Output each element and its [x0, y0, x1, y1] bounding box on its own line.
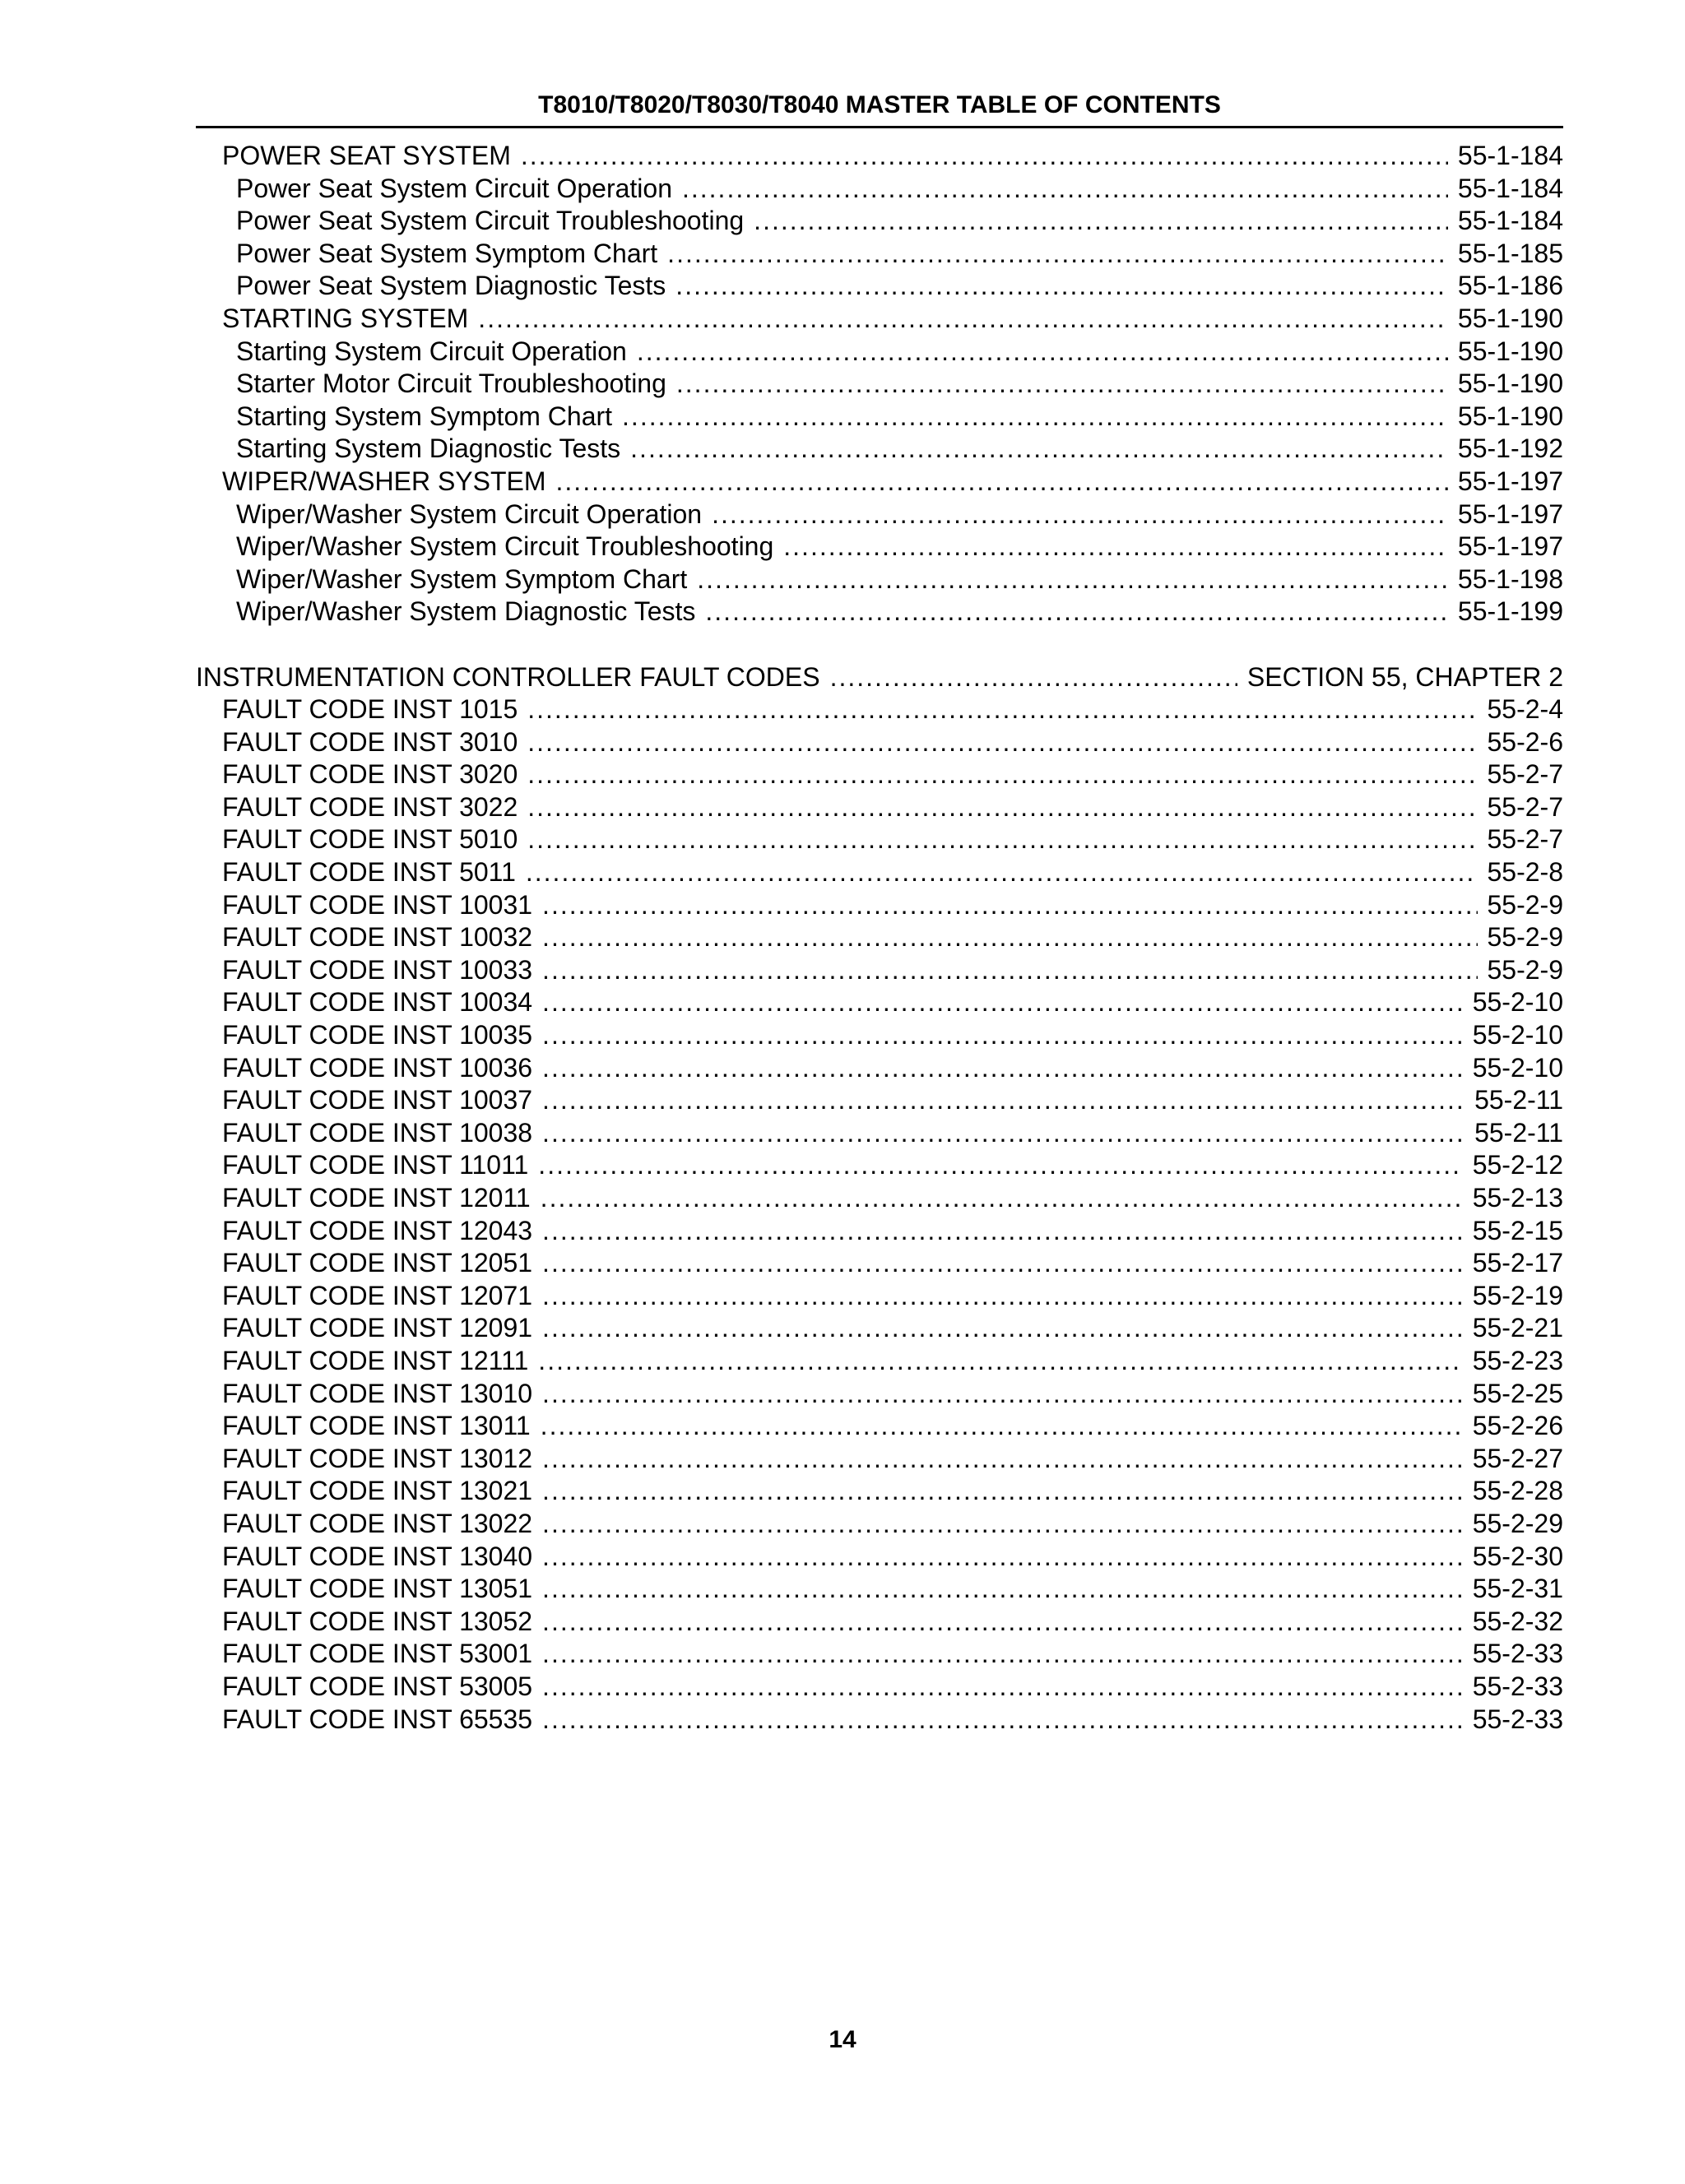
toc-entry-page: SECTION 55, CHAPTER 2	[1246, 661, 1563, 692]
toc-entry[interactable]	[196, 498, 1563, 531]
toc-entry[interactable]	[196, 1606, 1563, 1639]
toc-entry-page: 55-2-9	[1487, 922, 1563, 953]
dot-leader	[527, 726, 1477, 759]
dot-leader	[542, 986, 1463, 1019]
toc-entry-label: FAULT CODE INST 3022	[222, 791, 518, 822]
toc-entry[interactable]	[196, 368, 1563, 401]
toc-entry-label: FAULT CODE INST 10035	[222, 1020, 533, 1050]
dot-leader	[542, 1280, 1463, 1313]
toc-entry[interactable]	[196, 661, 1563, 694]
dot-leader	[542, 1606, 1463, 1639]
page-number: 14	[829, 2026, 856, 2053]
toc-entry[interactable]	[196, 1443, 1563, 1476]
toc-entry-label: FAULT CODE INST 12071	[222, 1280, 533, 1310]
toc-entry-page: 55-2-7	[1487, 759, 1563, 790]
page-title: T8010/T8020/T8030/T8040 MASTER TABLE OF CONTENTS	[538, 91, 1221, 118]
toc-entry-label: Wiper/Washer System Diagnostic Tests	[236, 596, 696, 627]
toc-entry[interactable]	[196, 1052, 1563, 1085]
toc-entry-label: FAULT CODE INST 5010	[222, 824, 518, 855]
toc-entry-label: FAULT CODE INST 13052	[222, 1606, 533, 1636]
toc-entry[interactable]	[196, 173, 1563, 206]
toc-entry-page: 55-1-184	[1457, 173, 1563, 203]
dot-leader	[542, 1084, 1465, 1117]
toc-entry-page: 55-1-185	[1457, 238, 1563, 268]
toc-entry-page: 55-1-190	[1457, 303, 1563, 333]
dot-leader	[542, 1215, 1463, 1248]
dot-leader	[542, 1671, 1463, 1704]
toc-entry-label: FAULT CODE INST 10036	[222, 1052, 533, 1083]
toc-entry[interactable]	[196, 205, 1563, 238]
dot-leader	[682, 173, 1448, 206]
toc-entry[interactable]	[196, 758, 1563, 791]
toc-entry-page: 55-2-27	[1472, 1443, 1563, 1473]
toc-entry-label: Starting System Circuit Operation	[236, 336, 627, 366]
toc-entry-label: FAULT CODE INST 10033	[222, 954, 533, 985]
dot-leader	[830, 661, 1237, 694]
dot-leader	[478, 303, 1448, 336]
toc-entry-page: 55-2-6	[1487, 726, 1563, 757]
toc-entry-page: 55-2-7	[1487, 791, 1563, 822]
toc-entry-label: FAULT CODE INST 12091	[222, 1313, 533, 1343]
toc-entry-page: 55-2-9	[1487, 954, 1563, 985]
toc-entry-label: Power Seat System Circuit Troubleshooting	[236, 206, 745, 236]
toc-entry[interactable]	[196, 1149, 1563, 1182]
dot-leader	[542, 1052, 1463, 1085]
toc-entry-page: 55-1-197	[1457, 466, 1563, 496]
toc-entry[interactable]	[196, 1345, 1563, 1378]
dot-leader	[783, 531, 1448, 563]
dot-leader	[754, 205, 1448, 238]
toc-entry-label: FAULT CODE INST 5011	[222, 857, 516, 888]
toc-entry-label: Wiper/Washer System Circuit Troubleshooting	[236, 531, 774, 562]
toc-entry-label: FAULT CODE INST 13051	[222, 1574, 533, 1604]
toc-entry-label: FAULT CODE INST 1015	[222, 694, 518, 725]
toc-entry-page: 55-2-8	[1487, 857, 1563, 888]
toc-entry-page: 55-2-15	[1472, 1215, 1563, 1245]
toc-entry[interactable]	[196, 1410, 1563, 1443]
dot-leader	[556, 466, 1448, 498]
toc-entry-label: FAULT CODE INST 10031	[222, 889, 533, 920]
toc-entry[interactable]	[196, 1247, 1563, 1280]
toc-entry-page: 55-1-192	[1457, 434, 1563, 464]
toc-entry-label: WIPER/WASHER SYSTEM	[222, 466, 546, 496]
toc-entry-page: 55-2-12	[1472, 1150, 1563, 1180]
toc-entry-page: 55-2-9	[1487, 889, 1563, 920]
toc-entry[interactable]	[196, 1475, 1563, 1508]
toc-entry-page: 55-1-190	[1457, 401, 1563, 431]
dot-leader	[622, 401, 1448, 434]
toc-entry-page: 55-1-186	[1457, 271, 1563, 301]
dot-leader	[542, 1475, 1463, 1508]
toc-entry-label: FAULT CODE INST 3010	[222, 726, 518, 757]
toc-entry-label: Wiper/Washer System Symptom Chart	[236, 563, 688, 594]
dot-leader	[526, 856, 1478, 889]
toc-entry-label: FAULT CODE INST 13010	[222, 1378, 533, 1408]
toc-entry-page: 55-2-10	[1472, 987, 1563, 1018]
toc-entry-label: FAULT CODE INST 13021	[222, 1476, 533, 1506]
toc-entry-page: 55-2-4	[1487, 694, 1563, 725]
toc-entry-page: 55-2-10	[1472, 1020, 1563, 1050]
toc-entry-label: FAULT CODE INST 12043	[222, 1215, 533, 1245]
dot-leader	[541, 1410, 1463, 1443]
toc-entry[interactable]	[196, 270, 1563, 303]
toc-entry-page: 55-2-7	[1487, 824, 1563, 855]
toc-entry-page: 55-2-13	[1472, 1183, 1563, 1213]
toc-entry-label: FAULT CODE INST 13012	[222, 1443, 533, 1473]
toc-entry-label: Power Seat System Circuit Operation	[236, 173, 672, 203]
dot-leader	[542, 954, 1477, 987]
toc-entry-label: Starting System Diagnostic Tests	[236, 434, 621, 464]
toc-entry-page: 55-1-184	[1457, 206, 1563, 236]
table-of-contents	[196, 140, 1563, 1736]
toc-entry[interactable]	[196, 1508, 1563, 1541]
toc-entry[interactable]	[196, 1704, 1563, 1737]
dot-leader	[542, 1117, 1465, 1150]
dot-leader	[676, 368, 1448, 401]
toc-entry[interactable]	[196, 1378, 1563, 1411]
toc-entry-label: FAULT CODE INST 12111	[222, 1345, 529, 1375]
toc-entry[interactable]	[196, 140, 1563, 173]
toc-entry[interactable]	[196, 791, 1563, 824]
toc-entry[interactable]	[196, 889, 1563, 922]
toc-entry[interactable]	[196, 1573, 1563, 1606]
toc-entry-label: Power Seat System Diagnostic Tests	[236, 271, 666, 301]
toc-entry-label: FAULT CODE INST 10034	[222, 987, 533, 1018]
toc-entry[interactable]	[196, 401, 1563, 434]
toc-entry-page: 55-2-19	[1472, 1280, 1563, 1310]
toc-entry[interactable]	[196, 1671, 1563, 1704]
toc-entry-label: FAULT CODE INST 11011	[222, 1150, 529, 1180]
toc-entry[interactable]	[196, 823, 1563, 856]
toc-entry-page: 55-2-33	[1472, 1704, 1563, 1734]
toc-entry-page: 55-2-17	[1472, 1248, 1563, 1278]
toc-entry-page: 55-2-31	[1472, 1574, 1563, 1604]
dot-leader	[538, 1149, 1462, 1182]
dot-leader	[542, 1638, 1463, 1671]
toc-entry[interactable]	[196, 1215, 1563, 1248]
toc-entry[interactable]	[196, 954, 1563, 987]
dot-leader	[521, 140, 1448, 173]
toc-entry-page: 55-2-10	[1472, 1052, 1563, 1083]
toc-entry-label: FAULT CODE INST 53005	[222, 1671, 533, 1701]
dot-leader	[542, 1247, 1463, 1280]
toc-entry-page: 55-2-21	[1472, 1313, 1563, 1343]
dot-leader	[542, 1443, 1463, 1476]
toc-entry[interactable]	[196, 1019, 1563, 1052]
toc-entry[interactable]	[196, 466, 1563, 498]
toc-entry-page: 55-2-23	[1472, 1345, 1563, 1375]
toc-entry-label: FAULT CODE INST 12011	[222, 1183, 531, 1213]
dot-leader	[542, 889, 1477, 922]
toc-entry-label: FAULT CODE INST 13011	[222, 1411, 531, 1441]
toc-entry-label: FAULT CODE INST 3020	[222, 759, 518, 790]
toc-entry[interactable]	[196, 986, 1563, 1019]
dot-leader	[542, 1573, 1463, 1606]
toc-entry[interactable]	[196, 1084, 1563, 1117]
toc-entry[interactable]	[196, 303, 1563, 336]
dot-leader	[541, 1182, 1463, 1215]
toc-entry-page: 55-1-190	[1457, 369, 1563, 399]
dot-leader	[542, 1541, 1463, 1574]
toc-entry[interactable]	[196, 238, 1563, 271]
toc-entry-page: 55-2-11	[1474, 1085, 1563, 1115]
toc-entry-label: Starting System Symptom Chart	[236, 401, 613, 431]
toc-entry-page: 55-2-33	[1472, 1671, 1563, 1701]
toc-entry-label: FAULT CODE INST 10038	[222, 1117, 533, 1148]
dot-leader	[542, 1312, 1463, 1345]
toc-entry[interactable]	[196, 596, 1563, 628]
toc-entry-page: 55-2-28	[1472, 1476, 1563, 1506]
toc-entry[interactable]	[196, 1117, 1563, 1150]
dot-leader	[705, 596, 1448, 628]
toc-entry[interactable]	[196, 563, 1563, 596]
dot-leader	[527, 791, 1477, 824]
dot-leader	[538, 1345, 1462, 1378]
dot-leader	[542, 1508, 1463, 1541]
toc-entry-label: FAULT CODE INST 53001	[222, 1639, 533, 1669]
toc-entry-label: FAULT CODE INST 12051	[222, 1248, 533, 1278]
dot-leader	[542, 1378, 1463, 1411]
toc-entry-label: FAULT CODE INST 13022	[222, 1508, 533, 1538]
toc-entry-label: FAULT CODE INST 13040	[222, 1541, 533, 1571]
toc-entry[interactable]	[196, 1182, 1563, 1215]
toc-entry-label: POWER SEAT SYSTEM	[222, 141, 511, 170]
toc-entry-page: 55-2-30	[1472, 1541, 1563, 1571]
toc-entry-page: 55-2-32	[1472, 1606, 1563, 1636]
dot-leader	[542, 1704, 1463, 1737]
toc-entry[interactable]	[196, 531, 1563, 563]
toc-entry-label: FAULT CODE INST 10037	[222, 1085, 533, 1115]
toc-entry[interactable]	[196, 1541, 1563, 1574]
dot-leader	[667, 238, 1448, 271]
toc-entry-page: 55-2-33	[1472, 1639, 1563, 1669]
toc-entry-label: Power Seat System Symptom Chart	[236, 238, 658, 268]
dot-leader	[527, 823, 1477, 856]
toc-entry-page: 55-2-11	[1474, 1117, 1563, 1148]
toc-entry-label: FAULT CODE INST 65535	[222, 1704, 533, 1734]
dot-leader	[712, 498, 1448, 531]
toc-entry-page: 55-1-198	[1457, 563, 1563, 594]
toc-entry-page: 55-1-197	[1457, 498, 1563, 529]
toc-entry-label: FAULT CODE INST 10032	[222, 922, 533, 953]
toc-entry[interactable]	[196, 693, 1563, 726]
toc-entry-page: 55-1-184	[1457, 141, 1563, 170]
dot-leader	[637, 336, 1448, 369]
toc-entry-page: 55-2-29	[1472, 1508, 1563, 1538]
toc-entry-page: 55-1-197	[1457, 531, 1563, 562]
dot-leader	[527, 758, 1477, 791]
toc-entry-label: STARTING SYSTEM	[222, 303, 469, 333]
dot-leader	[630, 433, 1448, 466]
toc-entry-page: 55-1-199	[1457, 596, 1563, 627]
toc-entry-label: Starter Motor Circuit Troubleshooting	[236, 369, 666, 399]
toc-entry-page: 55-2-26	[1472, 1411, 1563, 1441]
toc-entry[interactable]	[196, 726, 1563, 759]
toc-entry-label: INSTRUMENTATION CONTROLLER FAULT CODES	[196, 661, 820, 692]
dot-leader	[675, 270, 1448, 303]
header-rule	[196, 126, 1563, 128]
toc-entry[interactable]	[196, 1280, 1563, 1313]
toc-entry[interactable]	[196, 433, 1563, 466]
toc-entry[interactable]	[196, 921, 1563, 954]
dot-leader	[542, 921, 1477, 954]
toc-entry-page: 55-1-190	[1457, 336, 1563, 366]
toc-entry[interactable]	[196, 1312, 1563, 1345]
toc-entry-label: Wiper/Washer System Circuit Operation	[236, 498, 703, 529]
dot-leader	[542, 1019, 1463, 1052]
toc-entry[interactable]	[196, 1638, 1563, 1671]
toc-entry[interactable]	[196, 336, 1563, 369]
dot-leader	[527, 693, 1477, 726]
toc-entry-page: 55-2-25	[1472, 1378, 1563, 1408]
toc-entry[interactable]	[196, 856, 1563, 889]
dot-leader	[697, 563, 1448, 596]
